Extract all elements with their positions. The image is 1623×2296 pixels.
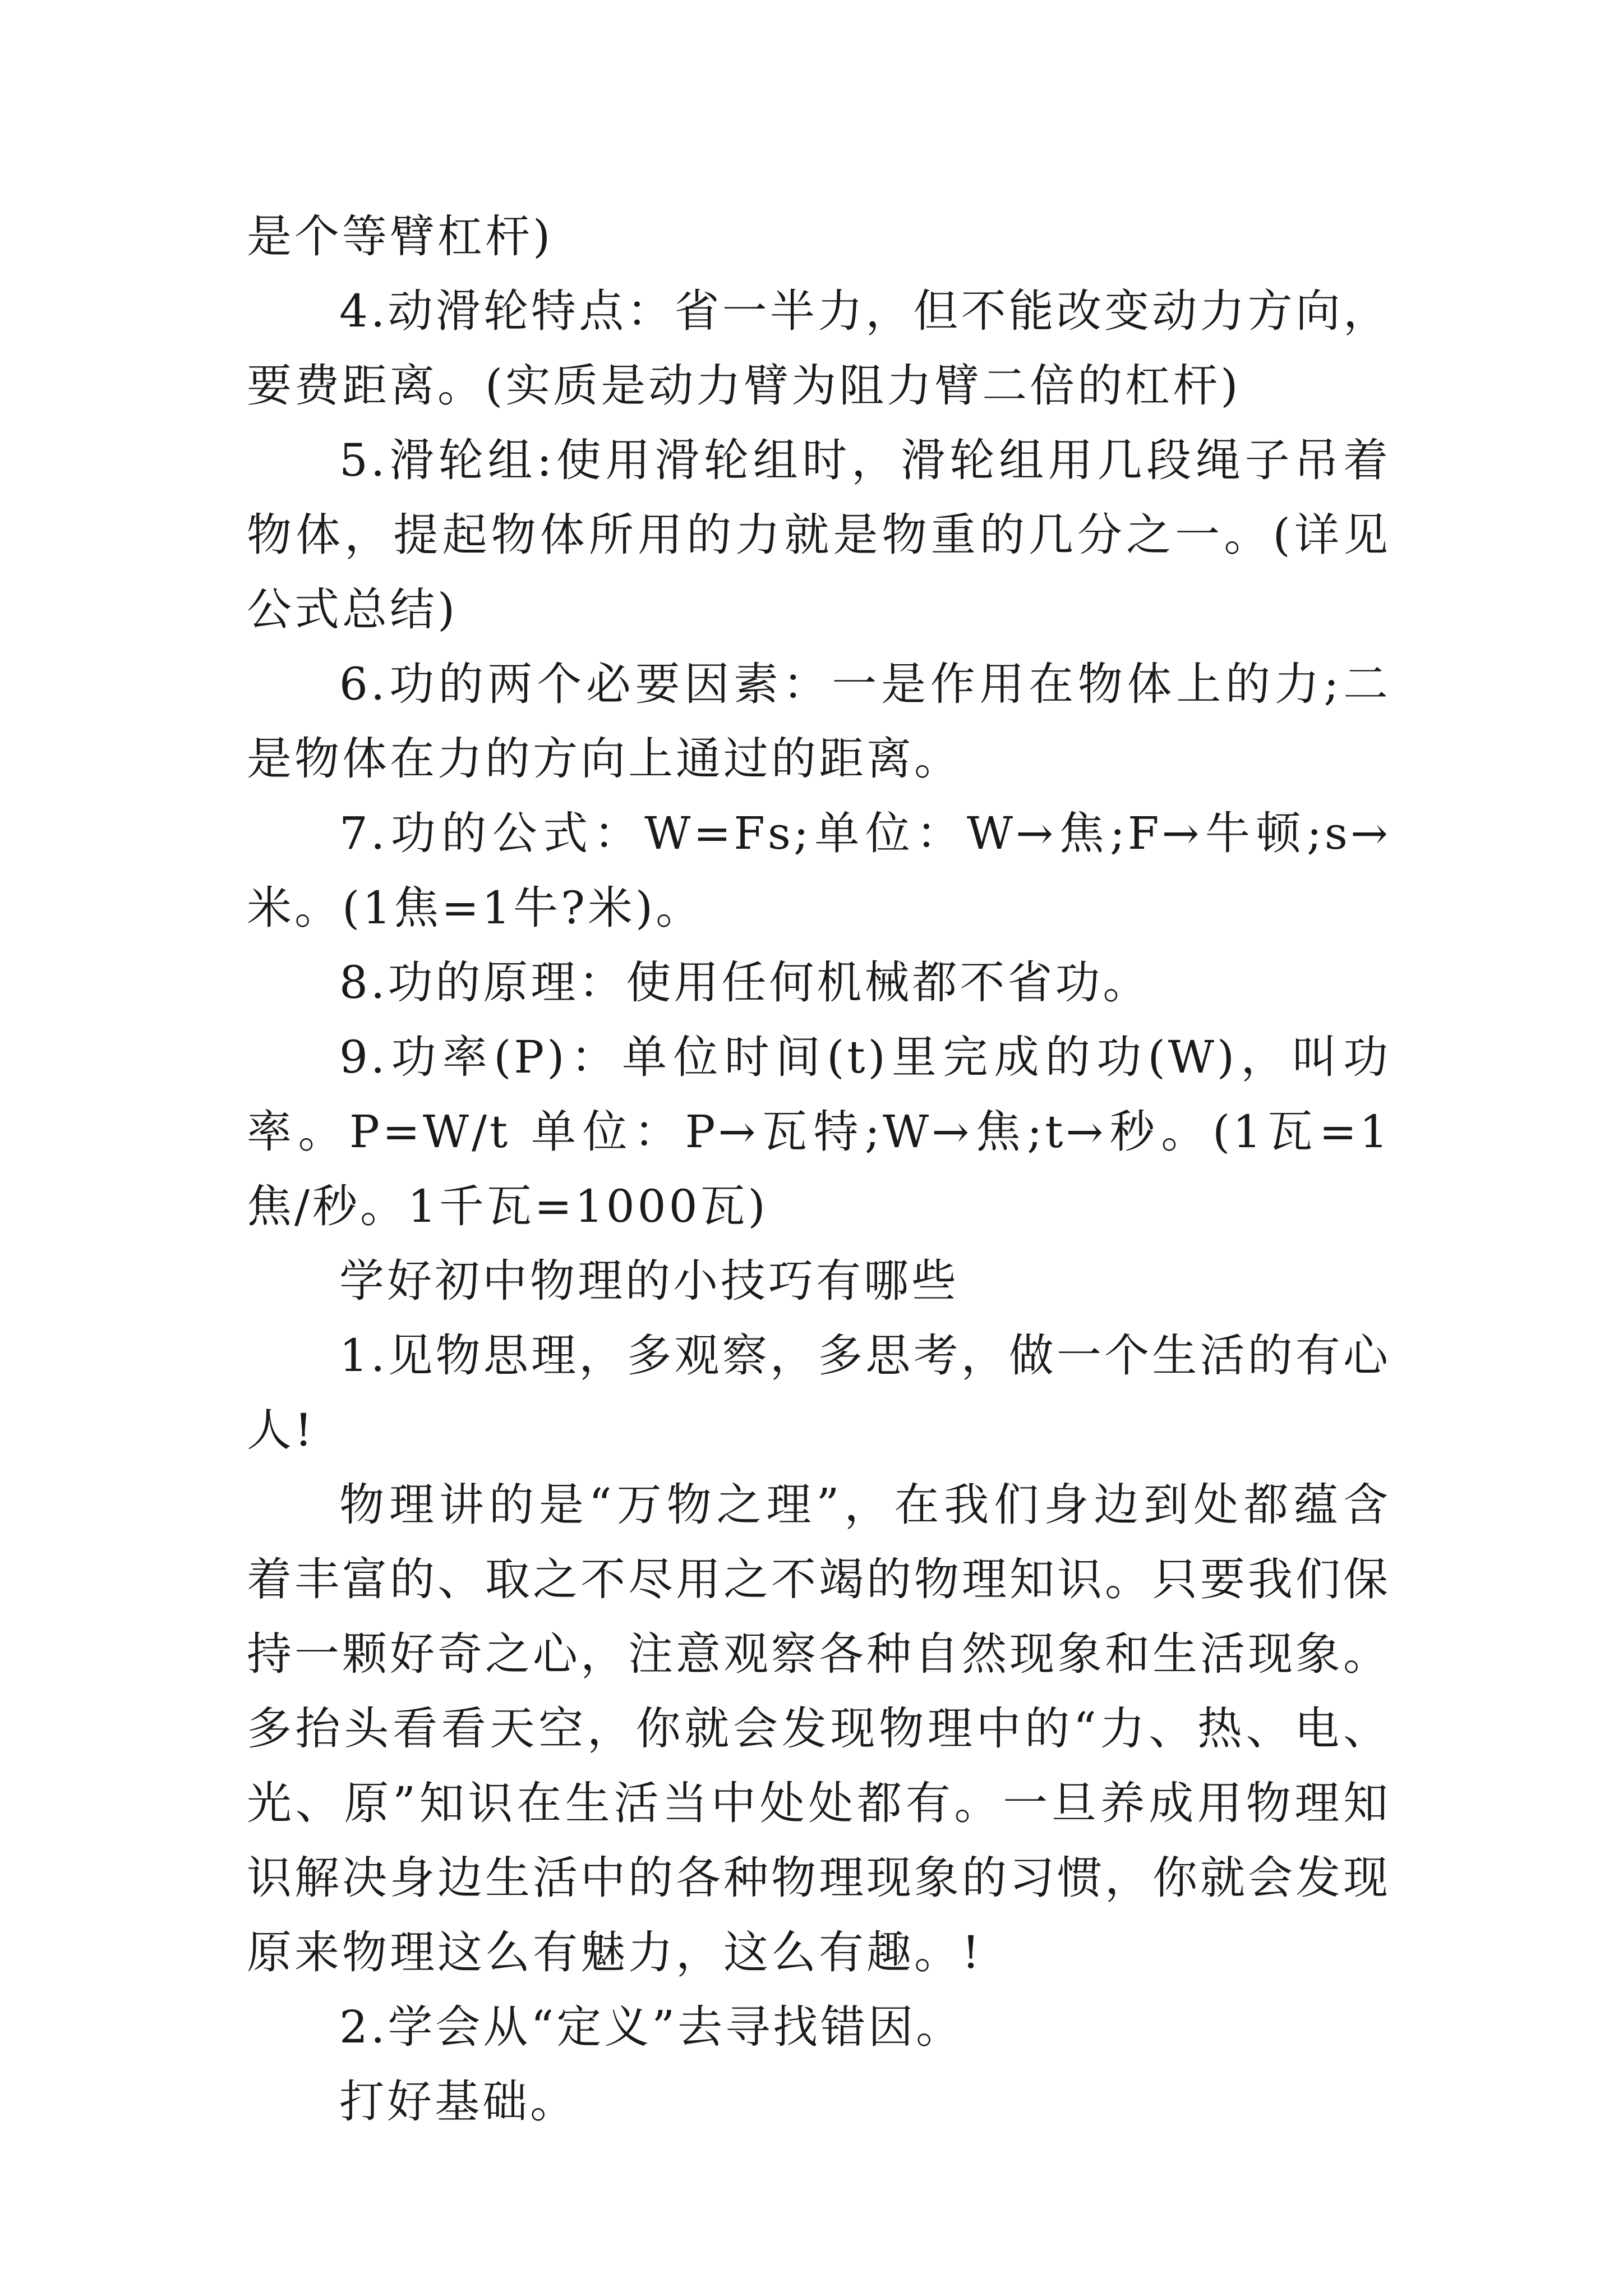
paragraph-tip-1-body: 物理讲的是“万物之理”，在我们身边到处都蕴含着丰富的、取之不尽用之不竭的物理知识。只要我们保持一颗好奇之心，注意观察各种自然现象和生活现象。多抬头看看天空，你就会发现物理中的“力、热、电、光、原”知识在生活当中处处都有。一旦养成用物理知识解决身边生活中的各种物理现象的习惯，你就会发现原来物理这么有魅力，这么有趣。! <box>247 1479 1391 1978</box>
section-heading: 学好初中物理的小技巧有哪些 <box>339 1255 959 1307</box>
paragraph-pulley-movable: 4.动滑轮特点：省一半力，但不能改变动力方向，要费距离。(实质是动力臂为阻力臂二倍的杠杆) <box>247 285 1391 412</box>
paragraph-continuation: 是个等臂杠杆) <box>247 210 554 263</box>
paragraph-basics: 打好基础。 <box>339 2076 578 2128</box>
paragraph-tip-1: 1.见物思理，多观察，多思考，做一个生活的有心人! <box>247 1329 1391 1456</box>
paragraph-tip-2: 2.学会从“定义”去寻找错因。 <box>339 2001 964 2053</box>
document-body <box>247 199 1391 2139</box>
paragraph-pulley-block: 5.滑轮组:使用滑轮组时，滑轮组用几段绳子吊着物体，提起物体所用的力就是物重的几分之一。(详见公式总结) <box>247 434 1391 636</box>
paragraph-work-formula: 7.功的公式：W=Fs;单位：W→焦;F→牛顿;s→米。(1焦=1牛?米)。 <box>247 807 1391 934</box>
paragraph-work-principle: 8.功的原理：使用任何机械都不省功。 <box>339 956 1151 1009</box>
paragraph-power: 9.功率(P)：单位时间(t)里完成的功(W)，叫功率。P=W/t 单位：P→瓦特;W→焦;t→秒。(1瓦=1焦/秒。1千瓦=1000瓦) <box>247 1031 1391 1232</box>
paragraph-work-factors: 6.功的两个必要因素：一是作用在物体上的力;二是物体在力的方向上通过的距离。 <box>247 658 1391 785</box>
